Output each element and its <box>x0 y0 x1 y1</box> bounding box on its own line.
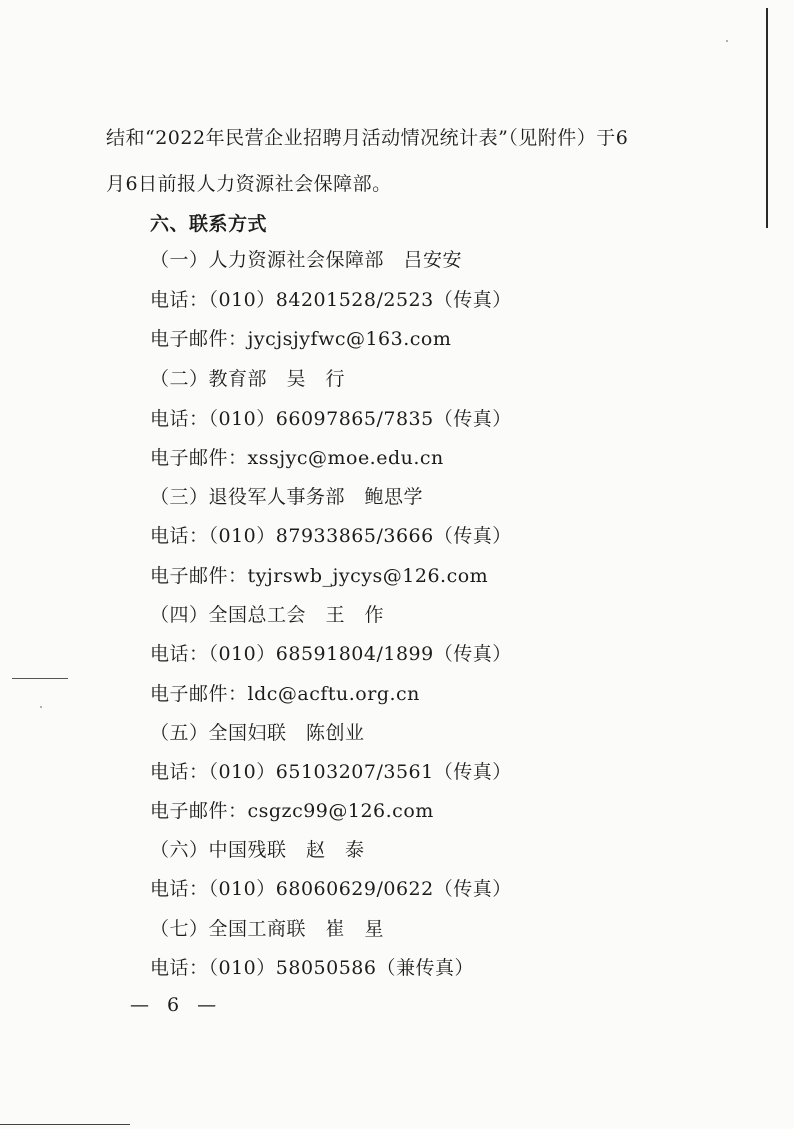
contact-header: （四）全国总工会 王 作 <box>150 604 385 626</box>
scan-speck <box>726 40 728 42</box>
contact-email: 电子邮件：xssjyc@moe.edu.cn <box>150 447 444 469</box>
contact-header: （一）人力资源社会保障部 吕安安 <box>150 249 463 271</box>
contact-email: 电子邮件：csgzc99@126.com <box>150 800 434 822</box>
contact-header: （五）全国妇联 陈创业 <box>150 722 365 744</box>
contact-phone: 电话：（010）66097865/7835（传真） <box>150 408 512 430</box>
scan-edge-mark <box>12 678 68 679</box>
paragraph-line: 结和“2022年民营企业招聘月活动情况统计表”（见附件）于6 <box>106 127 629 149</box>
scan-edge-mark <box>0 1124 130 1125</box>
contact-phone: 电话：（010）65103207/3561（传真） <box>150 761 512 783</box>
page-number: — 6 — <box>130 994 223 1016</box>
contact-phone: 电话：（010）68060629/0622（传真） <box>150 878 512 900</box>
scan-speck <box>40 706 42 708</box>
contact-header: （二）教育部 吴 行 <box>150 368 346 390</box>
contact-header: （三）退役军人事务部 鲍思学 <box>150 486 424 508</box>
section-heading: 六、联系方式 <box>150 213 268 235</box>
contact-email: 电子邮件：ldc@acftu.org.cn <box>150 683 420 705</box>
scan-edge-mark <box>766 8 768 228</box>
contact-header: （七）全国工商联 崔 星 <box>150 918 385 940</box>
paragraph-line: 月6日前报人力资源社会保障部。 <box>106 173 392 195</box>
contact-phone: 电话：（010）58050586（兼传真） <box>150 957 474 979</box>
contact-email: 电子邮件：tyjrswb_jycys@126.com <box>150 565 489 587</box>
contact-phone: 电话：（010）87933865/3666（传真） <box>150 525 512 547</box>
contact-header: （六）中国残联 赵 泰 <box>150 839 365 861</box>
contact-email: 电子邮件：jycjsjyfwc@163.com <box>150 328 452 350</box>
contact-phone: 电话：（010）68591804/1899（传真） <box>150 643 512 665</box>
contact-phone: 电话：（010）84201528/2523（传真） <box>150 289 512 311</box>
